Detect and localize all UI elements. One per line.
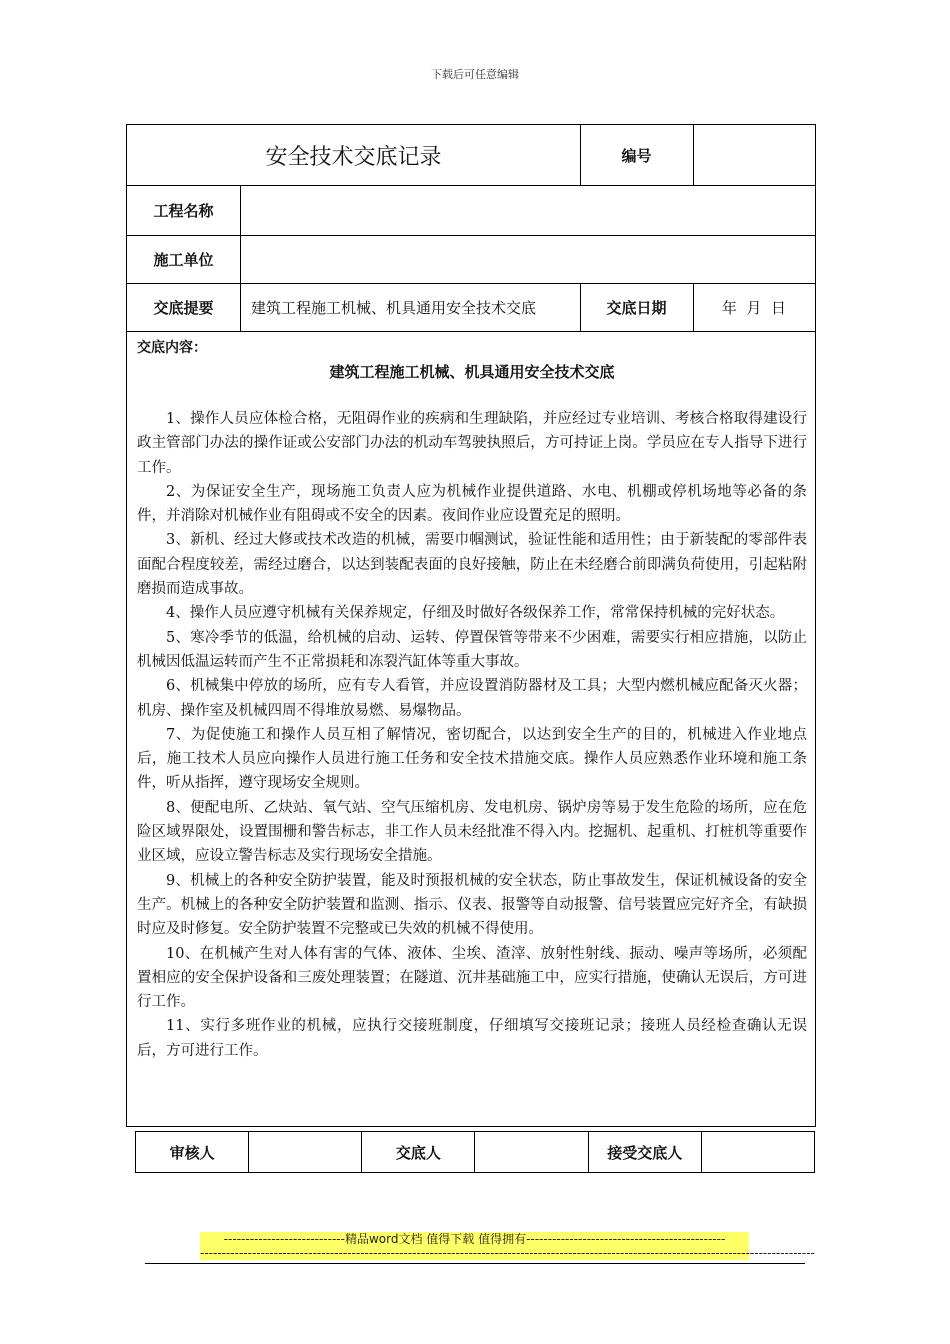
paragraph: 11、实行多班作业的机械，应执行交接班制度，仔细填写交接班记录；接班人员经检查确认无误后，方可进行工作。 [137, 1018, 807, 1059]
row-divider [127, 331, 815, 332]
summary-value: 建筑工程施工机械、机具通用安全技术交底 [251, 298, 537, 317]
receiver-label: 接受交底人 [588, 1132, 701, 1173]
paragraph: 5、寒冷季节的低温，给机械的启动、运转、停置保管等带来不少困难，需要实行相应措施，以防止机械因低温运转而产生不正常损耗和冻裂汽缸体等重大事故。 [137, 629, 807, 670]
reviewer-field[interactable] [249, 1132, 362, 1173]
paragraph: 8、便配电所、乙炔站、氧气站、空气压缩机房、发电机房、锅炉房等易于发生危险的场所，应在危险区域界限处，设置围栅和警告标志，非工作人员未经批准不得入内。挖掘机、起重机、打桩机等重要作业区域，应设立警告标志及实行现场安全措施。 [137, 799, 807, 865]
paragraph: 2、为保证安全生产，现场施工负责人应为机械作业提供道路、水电、机棚或停机场地等必备的条件，并消除对机械作业有阻碍或不安全的因素。夜间作业应设置充足的照明。 [137, 483, 807, 525]
summary-label: 交底提要 [153, 298, 214, 317]
paragraph: 1、操作人员应体检合格，无阻碍作业的疾病和生理缺陷，并应经过专业培训、考核合格取得建设行政主管部门办法的操作证或公安部门办法的机动车驾驶执照后，方可持证上岗。学员应在专人指导下进行工作。 [137, 411, 807, 476]
paragraph: 6、机械集中停放的场所，应有专人看管，并应设置消防器材及工具；大型内燃机械应配备灭火器；机房、操作室及机械四周不得堆放易燃、易爆物品。 [137, 678, 807, 719]
project-name-field[interactable] [240, 185, 815, 235]
content-label: 交底内容： [137, 340, 207, 356]
paragraph: 7、为促使施工和操作人员互相了解情况，密切配合，以达到安全生产的目的，机械进入作业地点后，施工技术人员应向操作人员进行施工任务和安全技术措施交底。操作人员应熟悉作业环境和施工条件，听从指挥，遵守现场安全规则。 [137, 726, 807, 792]
construction-unit-field[interactable] [240, 235, 815, 283]
bottom-rule [145, 1263, 805, 1264]
number-field[interactable] [693, 125, 815, 185]
paragraph: 9、机械上的各种安全防护装置，能及时预报机械的安全状态，防止事故发生，保证机械设备的安全生产。机械上的各种安全防护装置和监测、指示、仪表、报警等自动报警、信号装置应完好齐全，有缺损时应及时修复。安全防护装置不完整或已失效的机械不得使用。 [137, 872, 807, 938]
footer-banner [200, 1232, 815, 1260]
signature-table [135, 1131, 815, 1173]
receiver-field[interactable] [701, 1132, 814, 1173]
disclosure-form [126, 124, 816, 1127]
content-title: 建筑工程施工机械、机具通用安全技术交底 [329, 363, 615, 381]
discloser-label: 交底人 [362, 1132, 475, 1173]
header-note: 下载后可任意编辑 [431, 68, 519, 81]
content-body [137, 407, 807, 1063]
project-name-label: 工程名称 [153, 201, 214, 220]
date-label: 交底日期 [606, 298, 667, 317]
form-title: 安全技术交底记录 [265, 144, 442, 170]
construction-unit-label: 施工单位 [153, 250, 214, 269]
paragraph: 3、新机、经过大修或技术改造的机械，需要巾帼测试，验证性能和适用性；由于新装配的零部件表面配合程度较差，需经过磨合，以达到装配表面的良好接触，防止在未经磨合前即满负荷使用，引起粘附磨损而造成事故。 [137, 532, 807, 598]
reviewer-label: 审核人 [136, 1132, 249, 1173]
paragraph: 4、操作人员应遵守机械有关保养规定，仔细及时做好各级保养工作，常常保持机械的完好状态。 [166, 605, 785, 622]
footer-line-2: ---------------------------------------------------------------------------------------------------------------------------------------------- [200, 1246, 815, 1260]
number-label: 编号 [621, 146, 652, 165]
date-field[interactable]: 年 月 日 [721, 298, 787, 317]
discloser-field[interactable] [475, 1132, 588, 1173]
paragraph: 10、在机械产生对人体有害的气体、液体、尘埃、渣滓、放射性射线、振动、噪声等场所，必须配置相应的安全保护设备和三废处理装置；在隧道、沉井基础施工中，应实行措施，使确认无误后，方可进行工作。 [137, 945, 807, 1011]
footer-line-1: ----------------------------精品word文档 值得下载 值得拥有---------------------------------------------- [223, 1232, 726, 1246]
